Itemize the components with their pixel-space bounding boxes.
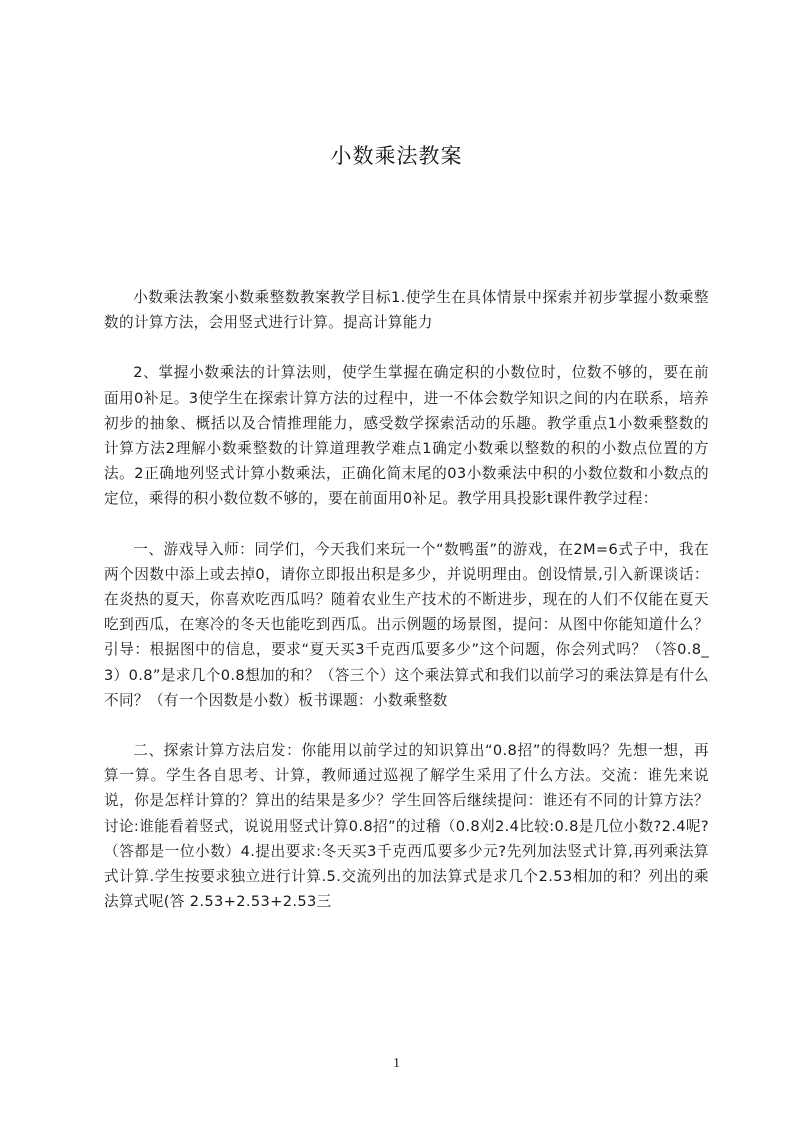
paragraph-objectives: 小数乘法教案小数乘整数教案教学目标1.使学生在具体情景中探索并初步掌握小数乘整数的计算方法，会用竖式进行计算。提高计算能力 [104,289,709,332]
paragraph-key-points: 2、掌握小数乘法的计算法则，使学生掌握在确定积的小数位时，位数不够的，要在前面用0补足。3使学生在探索计算方法的过程中，进一不体会数学知识之间的内在联系，培养初步的抽象、概括以及合情推理能力，感受数学探索活动的乐趣。教学重点1小数乘整数的计算方法2理解小数乘整数的计算道理教学难点1确定小数乘以整数的积的小数点位置的方法。2正确地列竖式计算小数乘法，正确化简末尾的03小数乘法中积的小数位数和小数点的定位，乘得的积小数位数不够的，要在前面用0补足。教学用具投影t课件教学过程： [104,364,709,508]
page-number: 1 [393,1056,400,1071]
document-title: 小数乘法教案 [330,144,463,168]
paragraph-game-intro: 一、游戏导入师：同学们，今天我们来玩一个“数鸭蛋”的游戏，在2M=6式子中，我在两个因数中添上或去掉0，请你立即报出积是多少，并说明理由。创设情景,引入新课谈话：在炎热的夏天，你喜欢吃西瓜吗？随着农业生产技术的不断进步，现在的人们不仅能在夏天吃到西瓜，在寒冷的冬天也能吃到西瓜。出示例题的场景图，提问：从图中你能知道什么？引导：根据图中的信息，要求“夏天买3千克西瓜要多少”这个问题，你会列式吗？（答0.8_3）0.8”是求几个0.8想加的和？（答三个）这个乘法算式和我们以前学习的乘法算是有什么不同？（有一个因数是小数）板书课题：小数乘整数 [104,540,709,709]
paragraph-explore-method: 二、探索计算方法启发：你能用以前学过的知识算出“0.8招”的得数吗？先想一想，再算一算。学生各自思考、计算，教师通过巡视了解学生采用了什么方法。交流：谁先来说说，你是怎样计算的？算出的结果是多少？学生回答后继续提问：谁还有不同的计算方法？讨论:谁能看着竖式，说说用竖式计算0.8招”的过稽（0.8刈2.4比较:0.8是几位小数?2.4呢?（答都是一位小数）4.提出要求:冬天买3千克西瓜要多少元?先列加法竖式计算,再列乘法算式计算.学生按要求独立进行计算.5.交流列出的加法算式是求几个2.53相加的和？列出的乘法算式呢(答 2.53+2.53+2.53三 [104,742,709,911]
document-body [104,285,709,914]
